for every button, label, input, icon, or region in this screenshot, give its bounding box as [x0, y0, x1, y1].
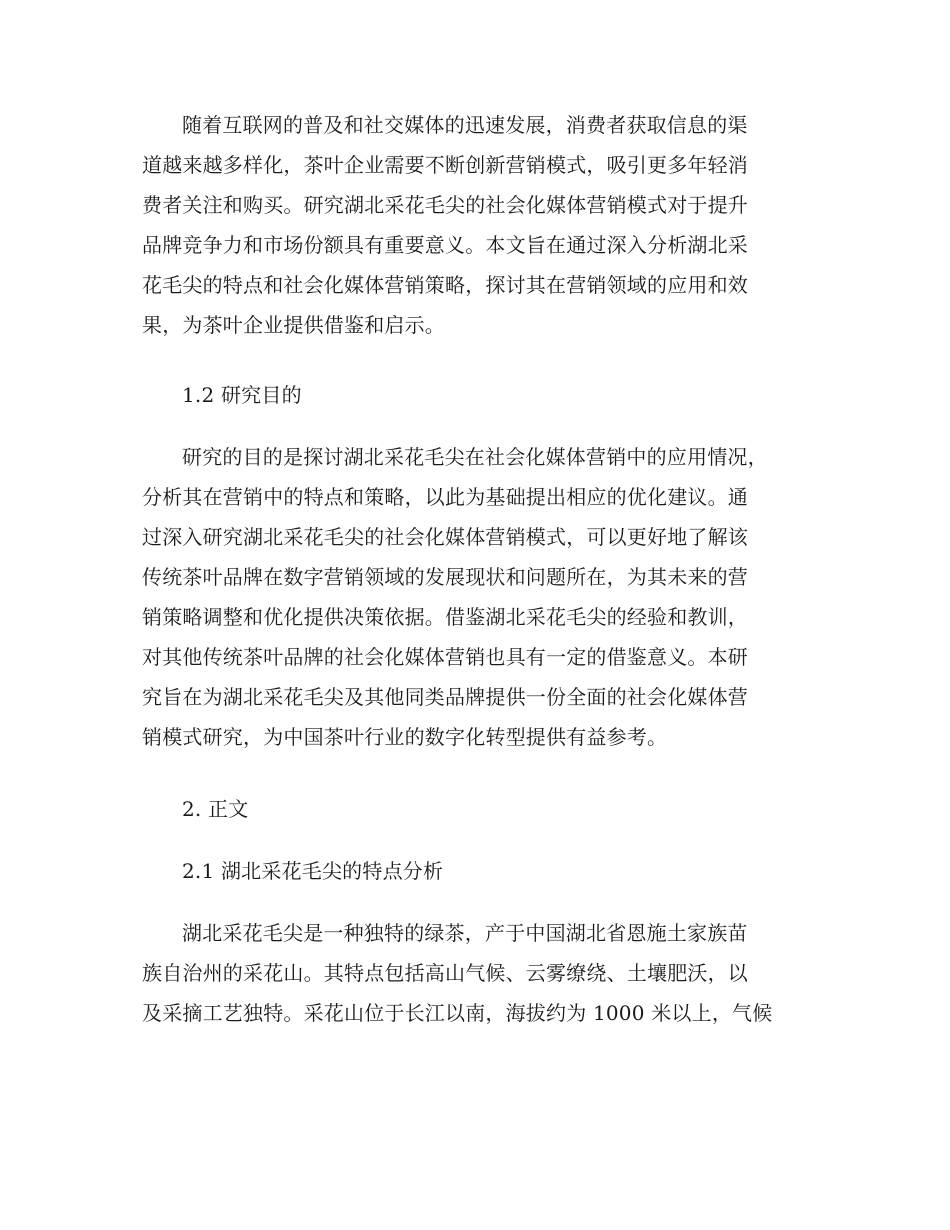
paragraph-line: 过深入研究湖北采花毛尖的社会化媒体营销模式，可以更好地了解该 [142, 525, 748, 549]
paragraph-line: 花毛尖的特点和社会化媒体营销策略，探讨其在营销领域的应用和效 [142, 273, 748, 297]
paragraph-line: 族自治州的采花山。其特点包括高山气候、云雾缭绕、土壤肥沃，以 [142, 961, 748, 985]
paragraph-line: 品牌竞争力和市场份额具有重要意义。本文旨在通过深入分析湖北采 [142, 233, 748, 257]
paragraph-line: 分析其在营销中的特点和策略，以此为基础提出相应的优化建议。通 [142, 485, 748, 509]
paragraph-line: 费者关注和购买。研究湖北采花毛尖的社会化媒体营销模式对于提升 [142, 193, 748, 217]
paragraph-line: 销策略调整和优化提供决策依据。借鉴湖北采花毛尖的经验和教训， [142, 605, 748, 629]
paragraph-line: 湖北采花毛尖是一种独特的绿茶，产于中国湖北省恩施土家族苗 [182, 921, 748, 945]
paragraph-line: 对其他传统茶叶品牌的社会化媒体营销也具有一定的借鉴意义。本研 [142, 645, 748, 669]
section-heading-1-2: 1.2 研究目的 [182, 383, 302, 407]
paragraph-line: 研究的目的是探讨湖北采花毛尖在社会化媒体营销中的应用情况， [182, 445, 768, 469]
paragraph-line: 随着互联网的普及和社交媒体的迅速发展，消费者获取信息的渠 [182, 113, 748, 137]
section-heading-2-1: 2.1 湖北采花毛尖的特点分析 [182, 859, 444, 883]
paragraph-line: 及采摘工艺独特。采花山位于长江以南，海拔约为 1000 米以上，气候 [142, 1001, 773, 1025]
paragraph-line: 销模式研究，为中国茶叶行业的数字化转型提供有益参考。 [142, 725, 668, 749]
paragraph-line: 果，为茶叶企业提供借鉴和启示。 [142, 313, 445, 337]
section-heading-2: 2. 正文 [182, 797, 249, 821]
paragraph-line: 道越来越多样化，茶叶企业需要不断创新营销模式，吸引更多年轻消 [142, 153, 748, 177]
paragraph-line: 究旨在为湖北采花毛尖及其他同类品牌提供一份全面的社会化媒体营 [142, 685, 748, 709]
paragraph-line: 传统茶叶品牌在数字营销领域的发展现状和问题所在，为其未来的营 [142, 565, 748, 589]
